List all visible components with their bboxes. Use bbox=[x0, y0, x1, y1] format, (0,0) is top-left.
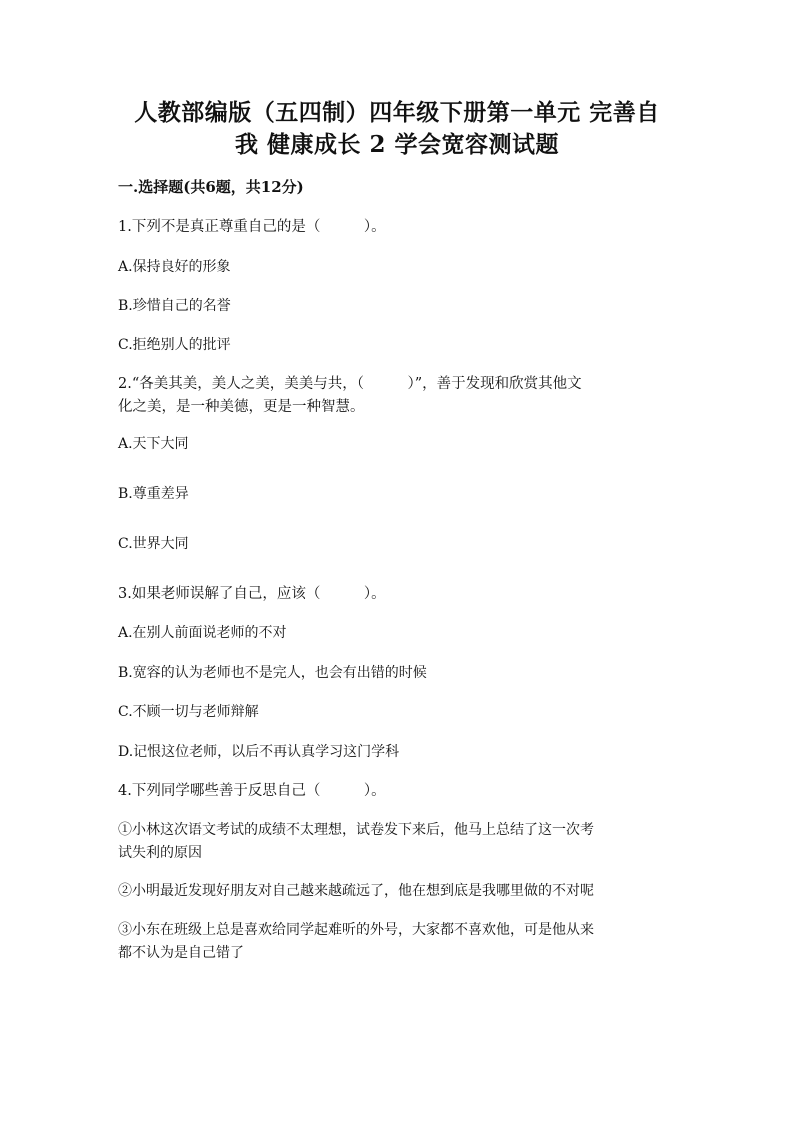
question-1-option-c: C.拒绝别人的批评 bbox=[118, 337, 231, 353]
question-3-option-b: B.宽容的认为老师也不是完人，也会有出错的时候 bbox=[118, 665, 427, 681]
question-4-stem: 4.下列同学哪些善于反思自己（ ）。 bbox=[118, 783, 386, 799]
question-4-item-3-line-2: 都不认为是自己错了 bbox=[118, 945, 244, 961]
question-1-stem: 1.下列不是真正尊重自己的是（ ）。 bbox=[118, 219, 386, 235]
question-4-item-1-line-2: 试失利的原因 bbox=[118, 845, 202, 861]
question-4-item-1-line-1: ①小林这次语文考试的成绩不太理想，试卷发下来后，他马上总结了这一次考 bbox=[118, 822, 594, 838]
question-2-option-c: C.世界大同 bbox=[118, 536, 189, 552]
question-4-item-2: ②小明最近发现好朋友对自己越来越疏远了，他在想到底是我哪里做的不对呢 bbox=[118, 883, 594, 899]
page-title-line-1: 人教部编版（五四制）四年级下册第一单元 完善自 bbox=[134, 99, 660, 126]
question-3-option-d: D.记恨这位老师，以后不再认真学习这门学科 bbox=[118, 744, 400, 760]
question-1-option-a: A.保持良好的形象 bbox=[118, 259, 231, 275]
question-3-option-a: A.在别人前面说老师的不对 bbox=[118, 625, 287, 641]
question-3-option-c: C.不顾一切与老师辩解 bbox=[118, 704, 259, 720]
page-title-line-2: 我 健康成长 2 学会宽容测试题 bbox=[234, 131, 560, 158]
question-1-option-b: B.珍惜自己的名誉 bbox=[118, 298, 231, 314]
section-heading: 一.选择题(共6题，共12分) bbox=[118, 178, 304, 196]
question-2-option-b: B.尊重差异 bbox=[118, 486, 189, 502]
question-2-stem-line-2: 化之美，是一种美德，更是一种智慧。 bbox=[118, 399, 365, 415]
question-2-stem-line-1: 2.“各美其美，美人之美，美美与共，（ ）”，善于发现和欣赏其他文 bbox=[118, 376, 582, 392]
question-4-item-3-line-1: ③小东在班级上总是喜欢给同学起难听的外号，大家都不喜欢他，可是他从来 bbox=[118, 922, 594, 938]
question-3-stem: 3.如果老师误解了自己，应该（ ）。 bbox=[118, 586, 386, 602]
question-2-option-a: A.天下大同 bbox=[118, 436, 189, 452]
